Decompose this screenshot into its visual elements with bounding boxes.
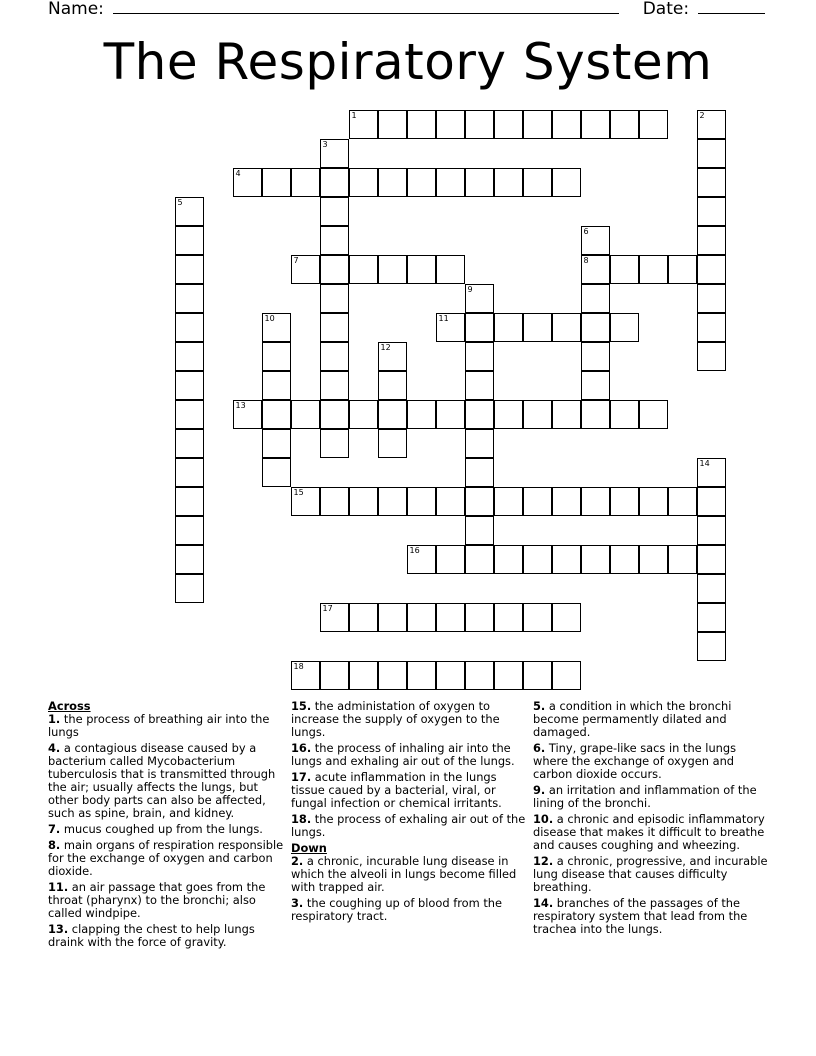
crossword-cell[interactable] (320, 313, 349, 342)
crossword-cell[interactable] (175, 516, 204, 545)
clue-number: 1 (351, 110, 357, 120)
clue-column-3 (533, 700, 769, 939)
crossword-cell[interactable] (349, 400, 378, 429)
crossword-cell[interactable] (523, 400, 552, 429)
crossword-cell[interactable] (378, 487, 407, 516)
crossword-cell[interactable] (552, 487, 581, 516)
crossword-cell[interactable] (465, 371, 494, 400)
clue-text: a contagious disease caused by a bacterium called Mycobacterium tuberculosis that is transmitted through the air; usually affects the lungs, but other body parts can also be affected, such as spine, brain, and kidney. (48, 741, 276, 820)
date-label: Date: (642, 0, 690, 19)
crossword-cell[interactable] (581, 545, 610, 574)
crossword-cell[interactable] (465, 603, 494, 632)
crossword-cell[interactable] (436, 603, 465, 632)
crossword-cell[interactable] (436, 313, 465, 342)
crossword-cell[interactable] (349, 487, 378, 516)
crossword-cell[interactable] (465, 400, 494, 429)
crossword-cell[interactable] (581, 371, 610, 400)
down-clue (533, 784, 769, 810)
clue-number: 12. (533, 854, 554, 868)
crossword-cell[interactable] (407, 255, 436, 284)
across-clue (291, 742, 527, 768)
crossword-cell[interactable] (552, 603, 581, 632)
crossword-cell[interactable] (639, 400, 668, 429)
crossword-cell[interactable] (407, 168, 436, 197)
crossword-cell[interactable] (494, 661, 523, 690)
clue-text: a chronic and episodic inflammatory disease that makes it difficult to breathe and causes coughing and wheezing. (533, 812, 765, 852)
crossword-cell[interactable] (610, 400, 639, 429)
down-clue (291, 897, 527, 923)
crossword-cell[interactable] (523, 603, 552, 632)
clue-text: an irritation and inflammation of the lining of the bronchi. (533, 783, 757, 810)
crossword-cell[interactable] (175, 400, 204, 429)
clue-text: the process of inhaling air into the lungs and exhaling air out of the lungs. (291, 741, 515, 768)
clue-number: 9 (467, 284, 473, 294)
clue-column-2 (291, 700, 527, 926)
crossword-cell[interactable] (494, 545, 523, 574)
crossword-cell[interactable] (262, 400, 291, 429)
clue-number: 18. (291, 812, 312, 826)
crossword-cell[interactable] (320, 226, 349, 255)
crossword-cell[interactable] (581, 400, 610, 429)
across-heading: Across (48, 699, 91, 713)
crossword-cell[interactable] (581, 284, 610, 313)
crossword-cell[interactable] (175, 458, 204, 487)
crossword-cell[interactable] (697, 255, 726, 284)
across-clue (48, 923, 284, 949)
clue-number: 3 (322, 139, 328, 149)
crossword-cell[interactable] (175, 255, 204, 284)
crossword-cell[interactable] (494, 487, 523, 516)
crossword-cell[interactable] (494, 603, 523, 632)
crossword-cell[interactable] (697, 226, 726, 255)
crossword-cell[interactable] (697, 458, 726, 487)
crossword-cell[interactable] (233, 168, 262, 197)
crossword-cell[interactable] (320, 197, 349, 226)
crossword-cell[interactable] (610, 110, 639, 139)
crossword-cell[interactable] (175, 342, 204, 371)
crossword-cell[interactable] (378, 371, 407, 400)
clue-number: 8. (48, 838, 61, 852)
clue-number: 6 (583, 226, 589, 236)
crossword-cell[interactable] (436, 110, 465, 139)
down-clue (533, 897, 769, 936)
crossword-cell[interactable] (697, 110, 726, 139)
clue-number: 8 (583, 255, 589, 265)
down-heading: Down (291, 841, 327, 855)
clue-number: 15. (291, 699, 312, 713)
crossword-cell[interactable] (378, 168, 407, 197)
clue-number: 14. (533, 896, 554, 910)
clue-number: 18 (293, 661, 304, 671)
across-clue (291, 813, 527, 839)
clue-number: 5 (177, 197, 183, 207)
crossword-cell[interactable] (465, 342, 494, 371)
crossword-cell[interactable] (291, 661, 320, 690)
crossword-cell[interactable] (262, 458, 291, 487)
crossword-cell[interactable] (378, 661, 407, 690)
crossword-cell[interactable] (262, 429, 291, 458)
crossword-cell[interactable] (175, 574, 204, 603)
clue-number: 9. (533, 783, 546, 797)
crossword-cell[interactable] (175, 313, 204, 342)
clue-text: a chronic, incurable lung disease in which the alveoli in lungs become filled with trapped air. (291, 854, 517, 894)
clue-number: 5. (533, 699, 546, 713)
crossword-cell[interactable] (697, 284, 726, 313)
crossword-cell[interactable] (523, 110, 552, 139)
crossword-cell[interactable] (407, 545, 436, 574)
across-clue (48, 823, 284, 836)
crossword-cell[interactable] (436, 545, 465, 574)
crossword-cell[interactable] (320, 284, 349, 313)
across-clue (48, 742, 284, 820)
crossword-cell[interactable] (436, 255, 465, 284)
across-clue (291, 700, 527, 739)
crossword-cell[interactable] (407, 110, 436, 139)
crossword-cell[interactable] (581, 255, 610, 284)
crossword-cell[interactable] (697, 632, 726, 661)
crossword-cell[interactable] (697, 342, 726, 371)
clue-number: 16. (291, 741, 312, 755)
clue-text: the process of exhaling air out of the lungs. (291, 812, 526, 839)
crossword-cell[interactable] (465, 110, 494, 139)
clue-number: 3. (291, 896, 304, 910)
clue-number: 14 (699, 458, 710, 468)
crossword-cell[interactable] (320, 400, 349, 429)
crossword-cell[interactable] (175, 197, 204, 226)
crossword-cell[interactable] (668, 545, 697, 574)
crossword-cell[interactable] (697, 603, 726, 632)
clue-column-1 (48, 700, 284, 952)
crossword-cell[interactable] (523, 545, 552, 574)
crossword-cell[interactable] (639, 545, 668, 574)
clue-text: the administation of oxygen to increase the supply of oxygen to the lungs. (291, 699, 500, 739)
crossword-cell[interactable] (349, 168, 378, 197)
crossword-cell[interactable] (378, 429, 407, 458)
crossword-cell[interactable] (552, 400, 581, 429)
clue-text: clapping the chest to help lungs draink with the force of gravity. (48, 922, 255, 949)
clue-number: 10 (264, 313, 275, 323)
clue-number: 2. (291, 854, 304, 868)
crossword-cell[interactable] (349, 603, 378, 632)
crossword-cell[interactable] (465, 168, 494, 197)
clue-number: 11 (438, 313, 449, 323)
crossword-cell[interactable] (465, 429, 494, 458)
crossword-cell[interactable] (262, 313, 291, 342)
crossword-cell[interactable] (494, 168, 523, 197)
crossword-cell[interactable] (465, 487, 494, 516)
clue-number: 4. (48, 741, 61, 755)
clue-text: branches of the passages of the respiratory system that lead from the trachea into the lungs. (533, 896, 748, 936)
clue-text: Tiny, grape-like sacs in the lungs where the exchange of oxygen and carbon dioxide occurs. (533, 741, 737, 781)
clue-number: 7. (48, 822, 61, 836)
clue-number: 12 (380, 342, 391, 352)
clue-number: 4 (235, 168, 241, 178)
crossword-cell[interactable] (407, 661, 436, 690)
crossword-cell[interactable] (320, 371, 349, 400)
crossword-cell[interactable] (349, 661, 378, 690)
crossword-cell[interactable] (639, 255, 668, 284)
clue-number: 13 (235, 400, 246, 410)
crossword-cell[interactable] (552, 545, 581, 574)
crossword-cell[interactable] (639, 110, 668, 139)
crossword-cell[interactable] (378, 400, 407, 429)
crossword-cell[interactable] (320, 661, 349, 690)
crossword-cell[interactable] (175, 487, 204, 516)
crossword-cell[interactable] (552, 661, 581, 690)
crossword-cell[interactable] (697, 139, 726, 168)
clue-number: 1. (48, 712, 61, 726)
crossword-cell[interactable] (378, 603, 407, 632)
down-clue (533, 813, 769, 852)
crossword-cell[interactable] (552, 110, 581, 139)
down-clue (533, 742, 769, 781)
crossword-cell[interactable] (407, 487, 436, 516)
crossword-cell[interactable] (581, 110, 610, 139)
crossword-cell[interactable] (581, 487, 610, 516)
crossword-cell[interactable] (494, 400, 523, 429)
crossword-cell[interactable] (697, 487, 726, 516)
crossword-cell[interactable] (175, 226, 204, 255)
crossword-cell[interactable] (697, 313, 726, 342)
crossword-cell[interactable] (436, 661, 465, 690)
crossword-cell[interactable] (291, 255, 320, 284)
crossword-cell[interactable] (581, 226, 610, 255)
crossword-cell[interactable] (610, 487, 639, 516)
crossword-cell[interactable] (668, 487, 697, 516)
crossword-cell[interactable] (436, 400, 465, 429)
crossword-cell[interactable] (610, 545, 639, 574)
crossword-cell[interactable] (436, 168, 465, 197)
down-clue (533, 855, 769, 894)
clue-text: mucus coughed up from the lungs. (60, 822, 263, 836)
across-clue (48, 881, 284, 920)
crossword-cell[interactable] (465, 516, 494, 545)
crossword-cell[interactable] (320, 139, 349, 168)
crossword-cell[interactable] (320, 487, 349, 516)
crossword-cell[interactable] (378, 110, 407, 139)
crossword-cell[interactable] (581, 342, 610, 371)
clue-text: a chronic, progressive, and incurable lung disease that causes difficulty breathing. (533, 854, 768, 894)
clue-number: 6. (533, 741, 546, 755)
crossword-cell[interactable] (262, 168, 291, 197)
page-title: The Respiratory System (103, 33, 713, 91)
crossword-cell[interactable] (320, 342, 349, 371)
crossword-cell[interactable] (407, 603, 436, 632)
crossword-cell[interactable] (523, 487, 552, 516)
crossword-cell[interactable] (349, 255, 378, 284)
across-clue (48, 839, 284, 878)
clue-text: an air passage that goes from the throat (pharynx) to the bronchi; also called windpipe. (48, 880, 266, 920)
clue-number: 2 (699, 110, 705, 120)
clue-text: main organs of respiration responsible for the exchange of oxygen and carbon dioxide. (48, 838, 284, 878)
crossword-cell[interactable] (320, 429, 349, 458)
clue-text: a condition in which the bronchi become permamently dilated and damaged. (533, 699, 732, 739)
crossword-cell[interactable] (465, 545, 494, 574)
crossword-cell[interactable] (523, 168, 552, 197)
clue-number: 17. (291, 770, 312, 784)
crossword-cell[interactable] (291, 400, 320, 429)
clue-number: 13. (48, 922, 69, 936)
clue-number: 7 (293, 255, 299, 265)
crossword-cell[interactable] (320, 168, 349, 197)
crossword-cell[interactable] (436, 487, 465, 516)
crossword-cell[interactable] (291, 487, 320, 516)
clue-number: 10. (533, 812, 554, 826)
crossword-cell[interactable] (407, 400, 436, 429)
clue-number: 11. (48, 880, 69, 894)
crossword-cell[interactable] (465, 458, 494, 487)
crossword-cell[interactable] (349, 110, 378, 139)
crossword-cell[interactable] (262, 342, 291, 371)
crossword-cell[interactable] (378, 342, 407, 371)
clue-number: 15 (293, 487, 304, 497)
down-clue (291, 855, 527, 894)
crossword-cell[interactable] (465, 661, 494, 690)
clue-text: the process of breathing air into the lungs (48, 712, 270, 739)
crossword-cell[interactable] (175, 545, 204, 574)
crossword-cell[interactable] (291, 168, 320, 197)
crossword-cell[interactable] (697, 545, 726, 574)
crossword-cell[interactable] (610, 313, 639, 342)
crossword-cell[interactable] (639, 487, 668, 516)
down-clue (533, 700, 769, 739)
clue-number: 17 (322, 603, 333, 613)
crossword-cell[interactable] (697, 574, 726, 603)
crossword-cell[interactable] (494, 313, 523, 342)
crossword-cell[interactable] (378, 255, 407, 284)
crossword-cell[interactable] (697, 516, 726, 545)
crossword-cell[interactable] (523, 313, 552, 342)
across-clue (291, 771, 527, 810)
crossword-cell[interactable] (668, 255, 697, 284)
crossword-cell[interactable] (552, 313, 581, 342)
crossword-cell[interactable] (552, 168, 581, 197)
crossword-cell[interactable] (465, 284, 494, 313)
across-clue (48, 713, 284, 739)
crossword-cell[interactable] (320, 603, 349, 632)
crossword-cell[interactable] (610, 255, 639, 284)
clue-text: acute inflammation in the lungs tissue caued by a bacterial, viral, or fungal infection or chemical irritants. (291, 770, 502, 810)
crossword-cell[interactable] (320, 255, 349, 284)
crossword-cell[interactable] (262, 371, 291, 400)
clue-text: the coughing up of blood from the respiratory tract. (291, 896, 503, 923)
crossword-cell[interactable] (465, 313, 494, 342)
name-label: Name: (48, 0, 104, 19)
crossword-cell[interactable] (494, 110, 523, 139)
crossword-cell[interactable] (697, 168, 726, 197)
crossword-cell[interactable] (175, 284, 204, 313)
crossword-cell[interactable] (581, 313, 610, 342)
crossword-cell[interactable] (697, 197, 726, 226)
crossword-cell[interactable] (523, 661, 552, 690)
clue-number: 16 (409, 545, 420, 555)
crossword-cell[interactable] (175, 429, 204, 458)
crossword-cell[interactable] (233, 400, 262, 429)
crossword-cell[interactable] (175, 371, 204, 400)
